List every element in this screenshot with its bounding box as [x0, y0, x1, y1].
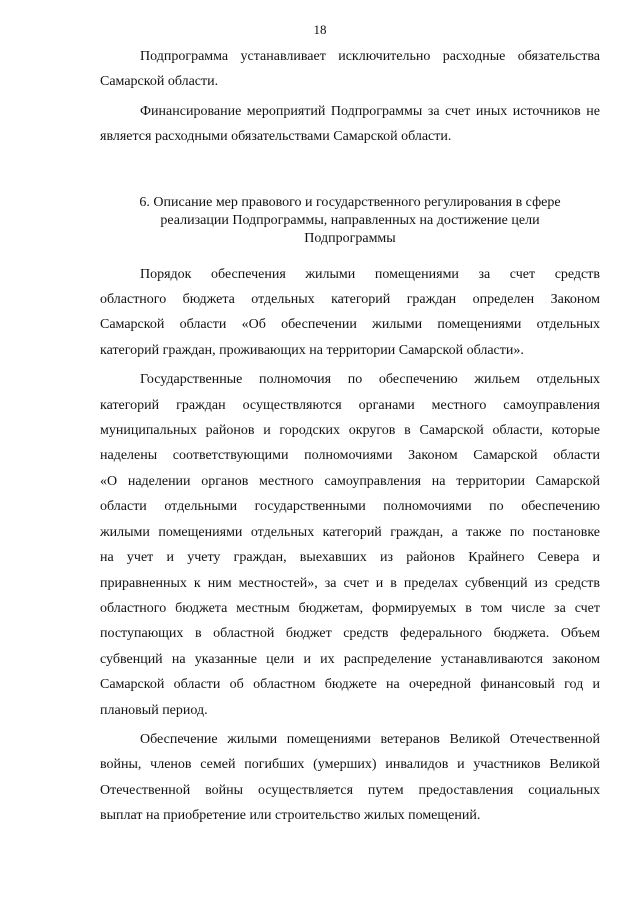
text-line: муниципальных районов и городских округов в Самарской области, которые [100, 423, 600, 439]
text-line: войны, членов семей погибших (умерших) инвалидов и участников Великой [100, 757, 600, 773]
text-line: субвенций на указанные цели и их распределение устанавливаются законом [100, 651, 600, 667]
text-line: Государственные полномочия по обеспечению жильем отдельных [140, 372, 600, 388]
text-line: категорий граждан, проживающих на территории Самарской области». [100, 342, 524, 358]
text-line: областного бюджета местным бюджетам, формируемых в том числе за счет [100, 600, 600, 616]
text-line: категорий граждан осуществляются органами местного самоуправления [100, 397, 600, 413]
paragraph-expense-obligations: Подпрограмма устанавливает исключительно расходные обязательства Самарской области. [100, 49, 600, 90]
text-line: областного бюджета отдельных категорий граждан определен Законом [100, 292, 600, 308]
text-line: наделены соответствующими полномочиями Законом Самарской области [100, 448, 600, 464]
section-heading-line: 6. Описание мер правового и государственного регулирования в сфере [139, 194, 561, 210]
text-line: области отдельными государственными полномочиями по обеспечению [100, 499, 600, 515]
paragraph-veterans-housing [100, 727, 600, 829]
text-line: приравненных к ним местностей», за счет и в пределах субвенций из средств [100, 575, 600, 591]
page-number: 18 [313, 22, 327, 37]
text-line: Обеспечение жилыми помещениями ветеранов Великой Отечественной [140, 731, 600, 747]
section-heading [100, 194, 600, 248]
text-line: жилыми помещениями отдельных категорий граждан, а также по постановке [100, 524, 600, 540]
text-line: Самарской области «Об обеспечении жилыми помещениями отдельных [100, 317, 600, 333]
text-line: на учет и учету граждан, выехавших из районов Крайнего Севера и [100, 550, 600, 566]
document-body [100, 44, 600, 829]
paragraph-other-sources: Финансирование мероприятий Подпрограммы за счет иных источников не является расходными обязательствами Самарской области. [100, 103, 600, 145]
section-heading-line: реализации Подпрограммы, направленных на достижение цели [160, 212, 540, 228]
text-line: поступающих в областной бюджет средств федерального бюджета. Объем [100, 626, 600, 642]
text-line: Отечественной войны осуществляется путем предоставления социальных [100, 782, 600, 798]
text-line: Самарской области об областном бюджете на очередной финансовый год и [100, 677, 600, 693]
text-line: «О наделении органов местного самоуправления на территории Самарской [100, 473, 600, 489]
text-line: Порядок обеспечения жилыми помещениями за счет средств [140, 266, 600, 282]
text-line: плановый период. [100, 702, 208, 718]
paragraph-housing-procedure [100, 262, 600, 364]
section-heading-line: Подпрограммы [304, 230, 396, 246]
text-line: выплат на приобретение или строительство жилых помещений. [100, 808, 481, 824]
paragraph-state-powers [100, 367, 600, 723]
